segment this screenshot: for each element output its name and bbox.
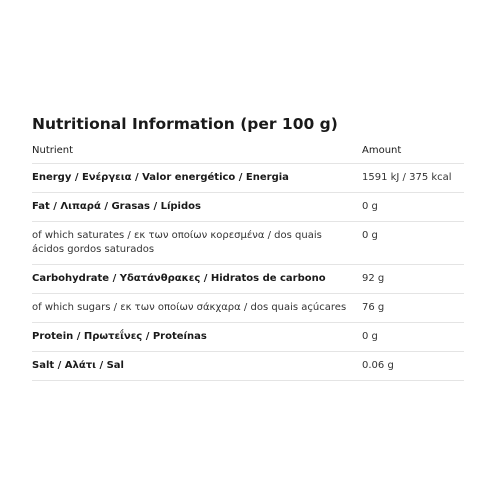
nutrient-column-header: Nutrient bbox=[32, 144, 362, 164]
nutrient-name: Fat / Λιπαρά / Grasas / Lípidos bbox=[32, 193, 362, 222]
table-row-salt bbox=[32, 352, 464, 381]
page-title: Nutritional Information (per 100 g) bbox=[32, 115, 338, 133]
nutrient-amount: 0.06 g bbox=[362, 352, 464, 381]
nutrient-name: of which saturates / εκ των οποίων κορεσμένα / dos quais ácidos gordos saturados bbox=[32, 222, 362, 265]
nutrient-amount: 1591 kJ / 375 kcal bbox=[362, 164, 464, 193]
nutrient-name: Energy / Ενέργεια / Valor energético / Energia bbox=[32, 164, 362, 193]
nutrition-panel bbox=[32, 114, 464, 381]
table-row-saturates bbox=[32, 222, 464, 265]
nutrient-amount: 92 g bbox=[362, 265, 464, 294]
table-header-row bbox=[32, 144, 464, 164]
nutrient-amount: 0 g bbox=[362, 222, 464, 265]
table-row-carbohydrate bbox=[32, 265, 464, 294]
table-row-sugars bbox=[32, 294, 464, 323]
table-row-energy bbox=[32, 164, 464, 193]
amount-column-header: Amount bbox=[362, 144, 464, 164]
nutrient-name: Salt / Αλάτι / Sal bbox=[32, 352, 362, 381]
nutrition-table bbox=[32, 144, 464, 381]
table-row-fat bbox=[32, 193, 464, 222]
nutrient-amount: 0 g bbox=[362, 323, 464, 352]
table-row-protein bbox=[32, 323, 464, 352]
nutrient-name: Protein / Πρωτεΐνες / Proteínas bbox=[32, 323, 362, 352]
nutrient-amount: 0 g bbox=[362, 193, 464, 222]
nutrient-amount: 76 g bbox=[362, 294, 464, 323]
nutrient-name: Carbohydrate / Υδατάνθρακες / Hidratos de carbono bbox=[32, 265, 362, 294]
nutrient-name: of which sugars / εκ των οποίων σάκχαρα / dos quais açúcares bbox=[32, 294, 362, 323]
